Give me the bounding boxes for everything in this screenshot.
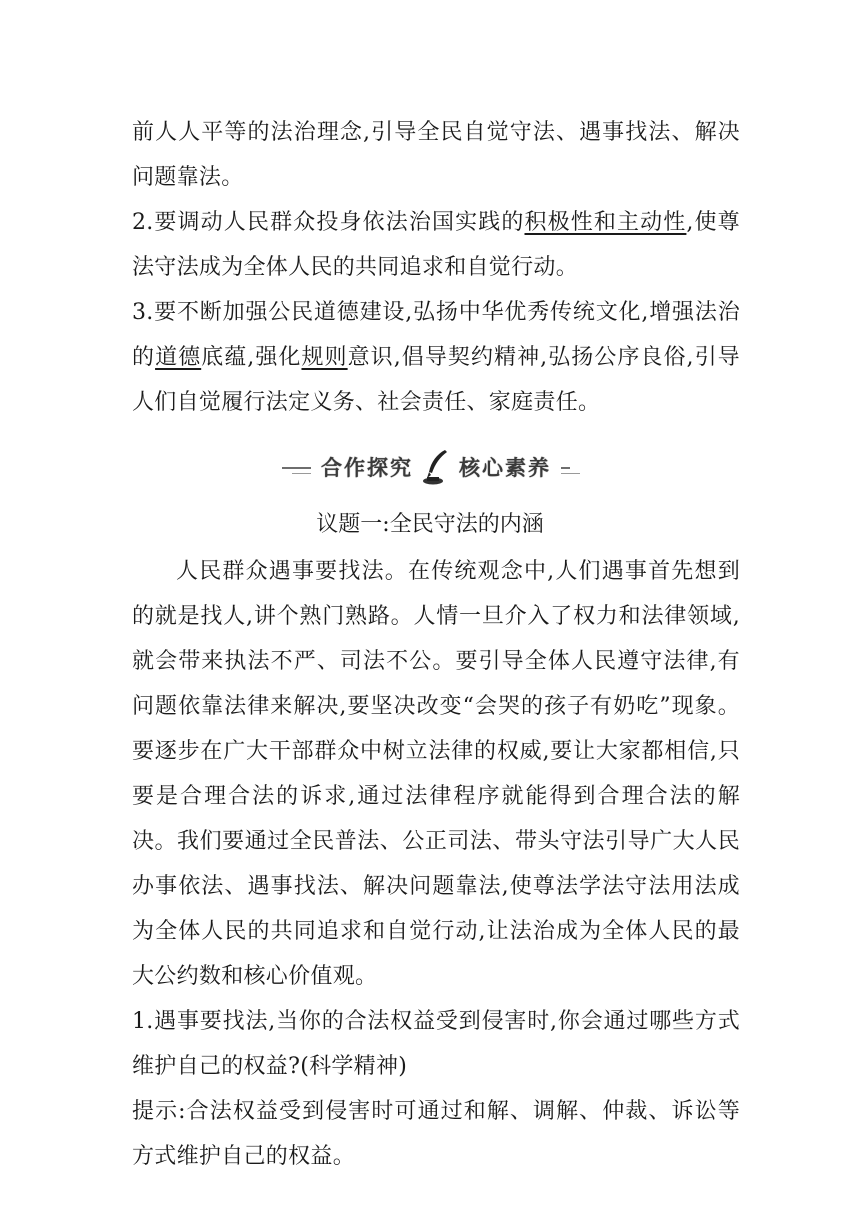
point-2-underlined: 积极性和主动性 <box>524 210 687 235</box>
banner-left-label: 合作探究 <box>321 456 413 480</box>
point-3 <box>132 290 740 425</box>
body-paragraph: 人民群众遇事要找法。在传统观念中,人们遇事首先想到的就是找人,讲个熟门熟路。人情一旦介入了权力和法律领域,就会带来执法不严、司法不公。要引导全体人民遵守法律,有问题依靠法律来解决,要坚决改变“会哭的孩子有奶吃”现象。要逐步在广大干部群众中树立法律的权威,要让大家都相信,只要是合理合法的诉求,通过法律程序就能得到合理合法的解决。我们要通过全民普法、公正司法、带头守法引导广大人民办事依法、遇事找法、解决问题靠法,使尊法学法守法用法成为全体人民的共同追求和自觉行动,让法治成为全体人民的最大公约数和核心价值观。 <box>132 559 740 989</box>
topic-title: 议题一:全民守法的内涵 <box>316 512 544 537</box>
point-3-text-b: 底蕴,强化 <box>201 345 302 370</box>
point-3-underlined-2: 规则 <box>301 345 348 370</box>
point-3-underlined-1: 道德 <box>155 345 202 370</box>
point-2-text-b: ,使尊法守法成为全体人民的共同追求和自觉行动。 <box>132 210 740 280</box>
intro-paragraph <box>132 110 740 200</box>
hint-paragraph: 提示:合法权益受到侵害时可通过和解、调解、仲裁、诉讼等方式维护自己的权益。 <box>132 1099 740 1169</box>
quill-pen-icon <box>419 448 453 486</box>
point-3-text-c: 意识,倡导契约精神,弘扬公序良俗,引导人们自觉履行法定义务、社会责任、家庭责任。 <box>132 345 740 415</box>
point-2-text-a: 2.要调动人民群众投身依法治国实践的 <box>132 210 525 235</box>
question-1: 1.遇事要找法,当你的合法权益受到侵害时,你会通过哪些方式维护自己的权益?(科学精神) <box>132 1009 740 1079</box>
banner-content <box>311 448 561 486</box>
banner-right-label: 核心素养 <box>459 456 551 480</box>
intro-text: 前人人平等的法治理念,引导全民自觉守法、遇事找法、解决问题靠法。 <box>132 120 740 190</box>
section-banner <box>132 439 740 495</box>
point-2 <box>132 200 740 290</box>
point-3-text-a: 3.要不断加强公民道德建设,弘扬中华优秀传统文化,增强法治的 <box>132 300 740 370</box>
